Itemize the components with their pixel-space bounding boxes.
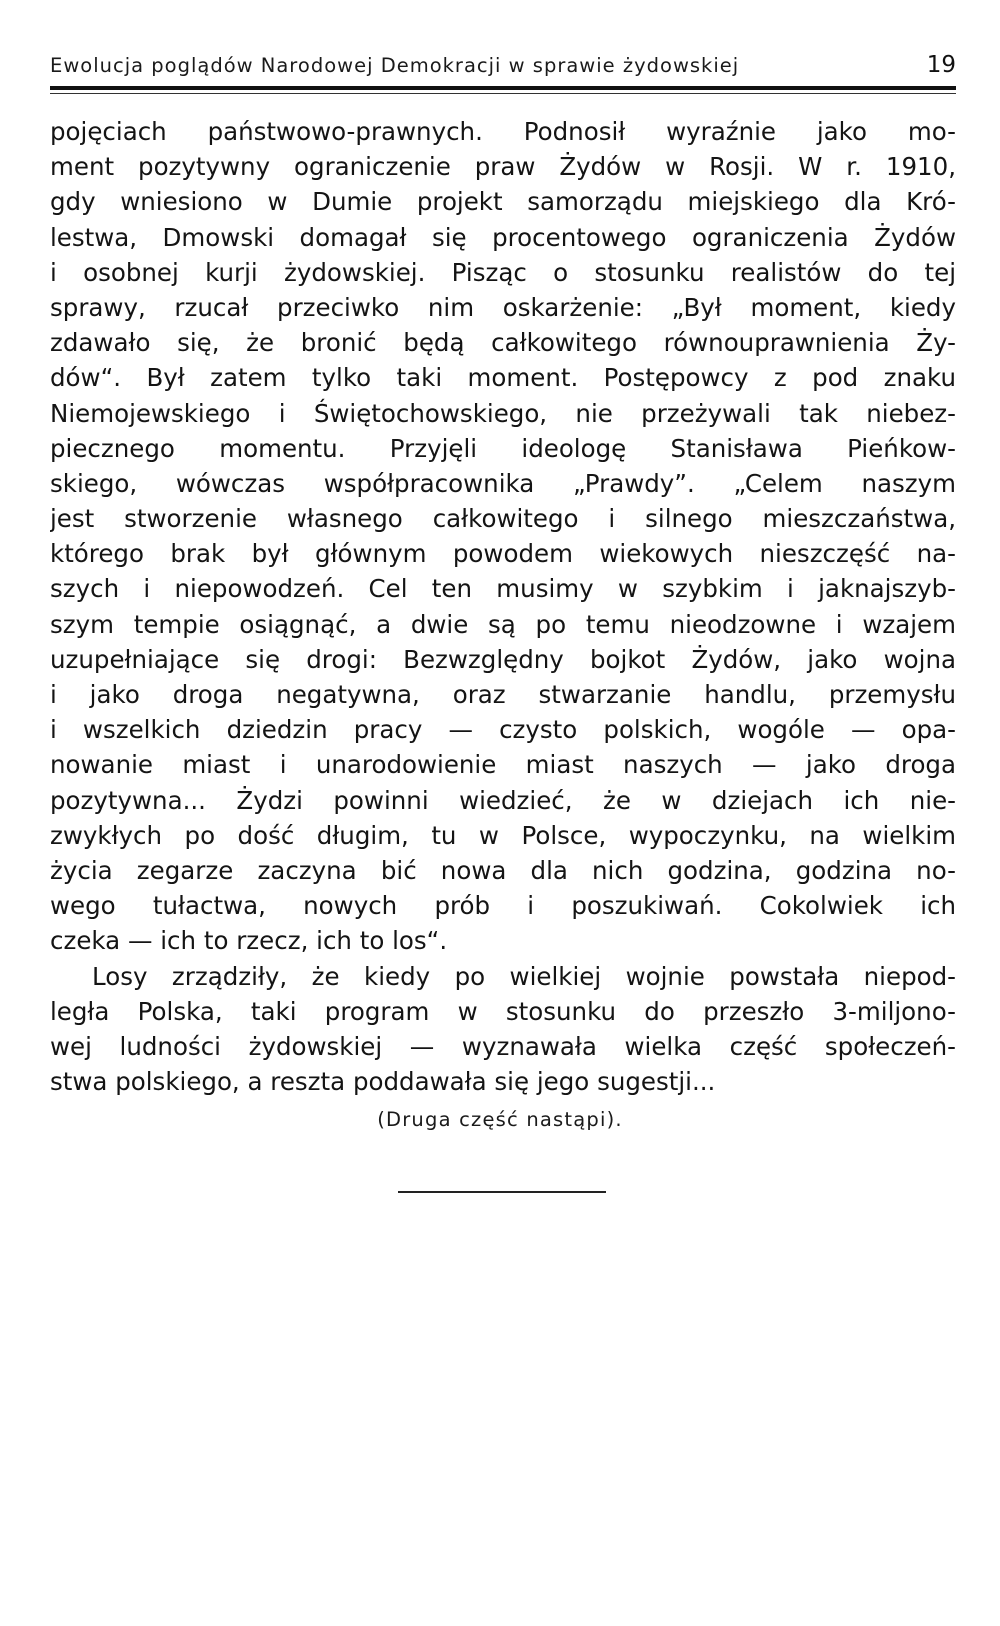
text-line: dów“. Był zatem tylko taki moment. Postępowcy z pod znaku xyxy=(50,363,956,393)
text-line: Niemojewskiego i Świętochowskiego, nie przeżywali tak niebez- xyxy=(50,398,956,428)
text-line: zwykłych po dość długim, tu w Polsce, wypoczynku, na wielkim xyxy=(50,820,956,850)
continued-note: (Druga część nastąpi). xyxy=(377,1108,623,1131)
text-line: i osobnej kurji żydowskiej. Pisząc o stosunku realistów do tej xyxy=(50,257,956,287)
text-line: stwa polskiego, a reszta poddawała się jego sugestji... xyxy=(50,1067,716,1097)
text-line: pojęciach państwowo-prawnych. Podnosił wyraźnie jako mo- xyxy=(50,117,956,146)
text-line: i jako droga negatywna, oraz stwarzanie handlu, przemysłu xyxy=(50,680,956,709)
text-line: którego brak był głównym powodem wiekowych nieszczęść na- xyxy=(50,539,956,569)
text-line: sprawy, rzucał przeciwko nim oskarżenie: „Był moment, kiedy xyxy=(50,292,956,322)
end-rule xyxy=(398,1191,606,1193)
text-line: lestwa, Dmowski domagał się procentowego ograniczenia Żydów xyxy=(50,222,956,252)
text-line: jest stworzenie własnego całkowitego i silnego mieszczaństwa, xyxy=(50,504,956,534)
text-line: nowanie miast i unarodowienie miast naszych — jako droga xyxy=(50,750,956,780)
text-line: wej ludności żydowskiej — wyznawała wielka część społeczeń- xyxy=(50,1031,956,1061)
text-line: i wszelkich dziedzin pracy — czysto polskich, wogóle — opa- xyxy=(50,715,956,745)
text-line: ment pozytywny ograniczenie praw Żydów w Rosji. W r. 1910, xyxy=(50,152,956,182)
text-line: Losy zrządziły, że kiedy po wielkiej wojnie powstała niepod- xyxy=(92,961,956,991)
text-line: piecznego momentu. Przyjęli ideologę Stanisława Pieńkow- xyxy=(50,433,956,463)
text-line: skiego, wówczas współpracownika „Prawdy”. „Celem naszym xyxy=(50,468,956,498)
text-line: szym tempie osiągnąć, a dwie są po temu nieodzowne i wzajem xyxy=(50,609,956,639)
text-line: uzupełniające się drogi: Bezwzględny bojkot Żydów, jako wojna xyxy=(50,644,956,674)
header-rule-thick xyxy=(50,86,956,90)
page-number: 19 xyxy=(926,52,956,78)
running-title: Ewolucja poglądów Narodowej Demokracji w sprawie żydowskiej xyxy=(50,54,740,77)
text-line: pozytywna... Żydzi powinni wiedzieć, że w dziejach ich nie- xyxy=(50,785,956,815)
running-head xyxy=(50,52,956,86)
text-line: szych i niepowodzeń. Cel ten musimy w szybkim i jaknajszyb- xyxy=(50,574,956,604)
text-line: legła Polska, taki program w stosunku do przeszło 3-miljono- xyxy=(50,996,956,1026)
body-text xyxy=(50,114,956,1099)
text-line: zdawało się, że bronić będą całkowitego równouprawnienia Ży- xyxy=(50,328,956,358)
text-line: czeka — ich to rzecz, ich to los“. xyxy=(50,926,448,956)
text-line: życia zegarze zaczyna bić nowa dla nich godzina, godzina no- xyxy=(50,855,956,885)
header-rule-thin xyxy=(50,93,956,94)
text-line: gdy wniesiono w Dumie projekt samorządu miejskiego dla Kró- xyxy=(50,187,956,217)
text-line: wego tułactwa, nowych prób i poszukiwań. Cokolwiek ich xyxy=(50,891,956,921)
